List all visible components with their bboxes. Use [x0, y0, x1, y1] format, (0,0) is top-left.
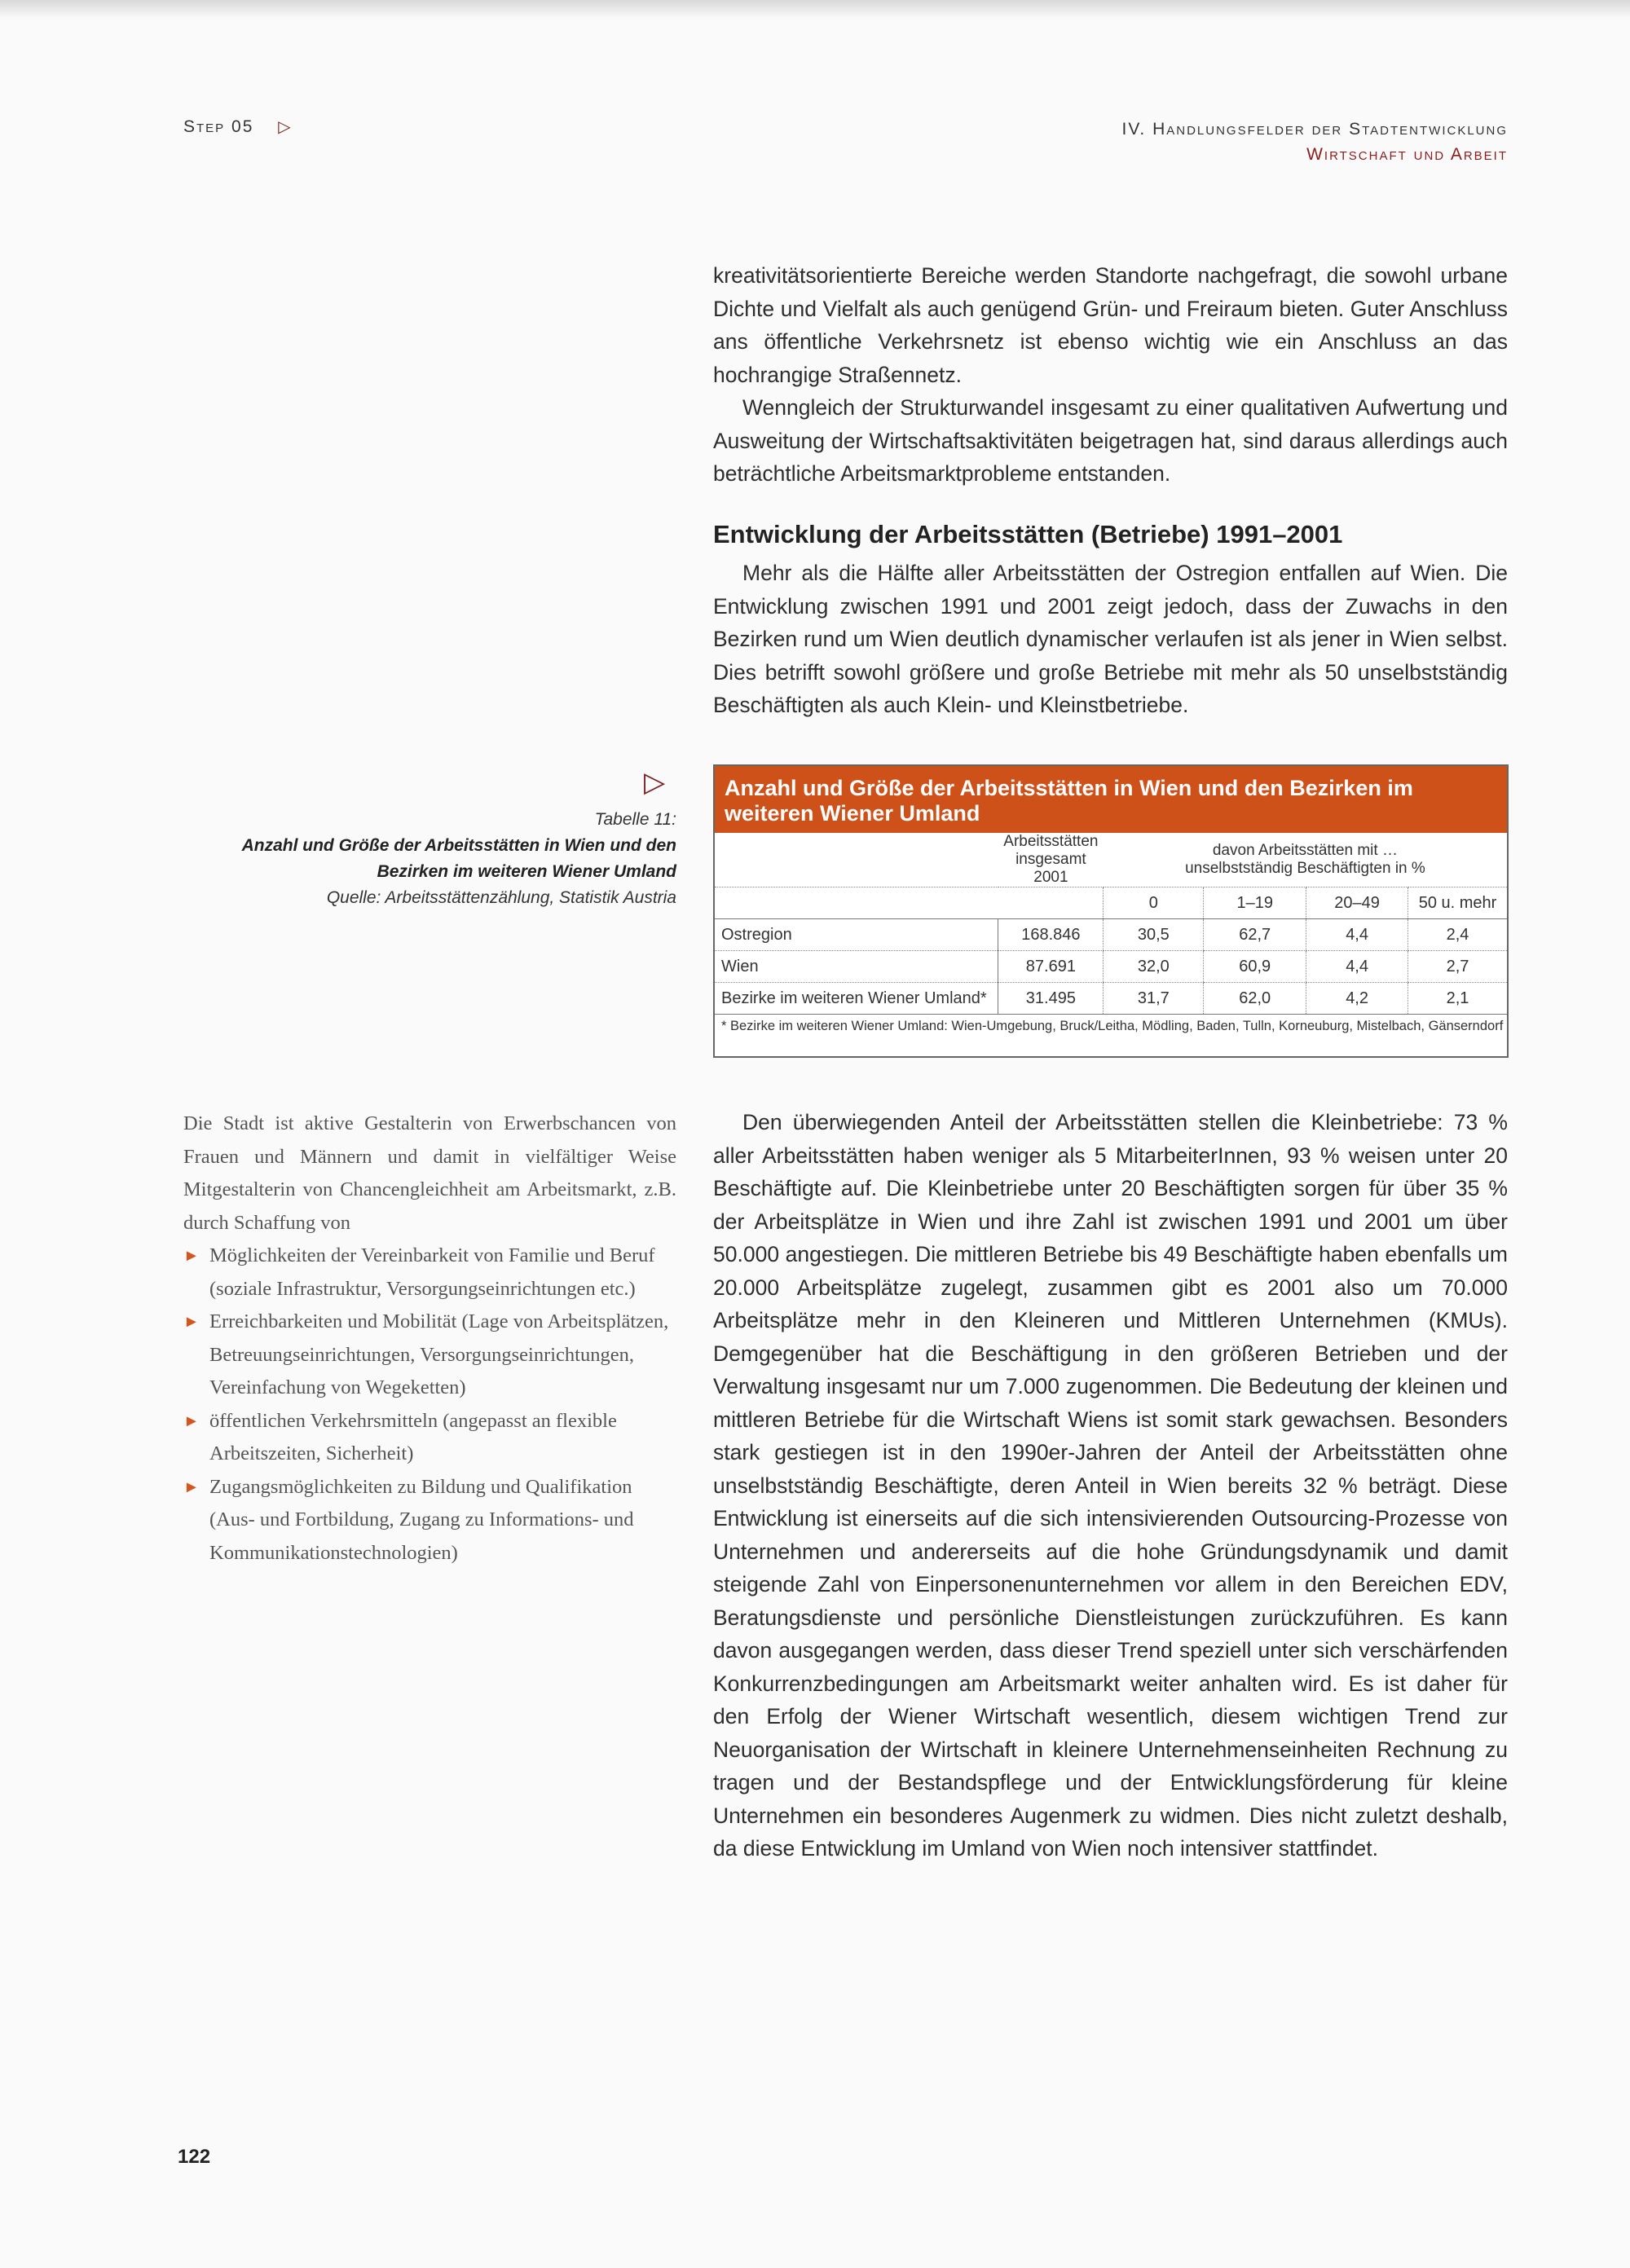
section-heading: Entwicklung der Arbeitsstätten (Betriebe) 1991–2001 — [713, 520, 1343, 548]
running-header-step — [183, 117, 293, 137]
cell-value: 4,2 — [1306, 983, 1408, 1015]
list-item — [183, 1471, 676, 1570]
triangle-right-icon: ▷ — [278, 118, 293, 136]
step-label: Step 05 — [183, 117, 254, 136]
cell-total: 87.691 — [998, 951, 1104, 983]
arrow-right-icon: ► — [183, 1478, 200, 1496]
cell-value: 31,7 — [1104, 983, 1204, 1015]
table-title: Anzahl und Größe der Arbeitsstätten in Wien und den Bezirken im weiteren Wiener Umland — [715, 766, 1507, 833]
arrow-right-icon: ► — [183, 1247, 200, 1265]
cell-value: 32,0 — [1104, 951, 1204, 983]
table-caption — [183, 807, 676, 911]
table-row — [715, 983, 1507, 1015]
intro-text — [713, 259, 1508, 491]
subsection-title: Wirtschaft und Arbeit — [1306, 145, 1508, 164]
table-footnote: * Bezirke im weiteren Wiener Umland: Wien-Umgebung, Bruck/Leitha, Mödling, Baden, Tulln, Korneuburg, Mistelbach, Gänserndorf — [721, 1019, 1504, 1033]
triangle-right-icon: ▷ — [644, 767, 666, 798]
subheader-20-49: 20–49 — [1306, 887, 1408, 919]
table-header-row — [715, 833, 1507, 887]
arrow-right-icon: ► — [183, 1313, 200, 1331]
intro-paragraph-2: Wenngleich der Strukturwandel insgesamt zu einer qualitativen Aufwertung und Ausweitung der Wirtschaftsaktivitäten beigetragen hat, sind daraus allerdings auch beträchtliche Arbeitsmarktprobleme entstanden. — [713, 395, 1508, 486]
main-text — [713, 1106, 1508, 1865]
row-label: Wien — [715, 951, 998, 983]
table-row — [715, 919, 1507, 951]
cell-value: 30,5 — [1104, 919, 1204, 951]
section-title: IV. Handlungsfelder der Stadtentwicklung — [1121, 120, 1508, 139]
list-item-text: Zugangsmöglichkeiten zu Bildung und Qualifikation (Aus- und Fortbildung, Zugang zu Informations- und Kommunikationstechnologien) — [209, 1475, 634, 1564]
list-item — [183, 1306, 676, 1405]
running-header-section — [1121, 117, 1508, 167]
caption-label: Tabelle 11: — [594, 810, 676, 829]
subheader-50-plus: 50 u. mehr — [1408, 887, 1507, 919]
cell-value: 62,7 — [1204, 919, 1306, 951]
header-group: davon Arbeitsstätten mit … unselbstständig Beschäftigten in % — [1104, 833, 1507, 887]
entwicklung-paragraph: Mehr als die Hälfte aller Arbeitsstätten der Ostregion entfallen auf Wien. Die Entwicklung zwischen 1991 und 2001 zeigt jedoch, dass der Zuwachs in den Bezirken rund um Wien deutlich dynamischer verlaufen ist als jener in Wien selbst. Dies betrifft sowohl größere und große Betriebe mit mehr als 50 unselbstständig Beschäftigten als auch Klein- und Kleinstbetriebe. — [713, 561, 1508, 717]
cell-value: 2,1 — [1408, 983, 1507, 1015]
cell-total: 168.846 — [998, 919, 1104, 951]
bullet-list — [183, 1240, 676, 1570]
row-label: Ostregion — [715, 919, 998, 951]
caption-source: Quelle: Arbeitsstättenzählung, Statistik Austria — [326, 888, 676, 907]
data-table — [713, 764, 1509, 1058]
list-item-text: Möglichkeiten der Vereinbarkeit von Familie und Beruf (soziale Infrastruktur, Versorgungseinrichtungen etc.) — [209, 1244, 655, 1300]
cell-value: 62,0 — [1204, 983, 1306, 1015]
table-row — [715, 951, 1507, 983]
cell-value: 4,4 — [1306, 919, 1408, 951]
caption-title: Anzahl und Größe der Arbeitsstätten in Wien und den Bezirken im weiteren Wiener Umland — [241, 836, 676, 881]
subheader-0: 0 — [1104, 887, 1204, 919]
cell-total: 31.495 — [998, 983, 1104, 1015]
table-grid — [715, 833, 1507, 1015]
intro-paragraph-1: kreativitätsorientierte Bereiche werden Standorte nachgefragt, die sowohl urbane Dichte und Vielfalt als auch genügend Grün- und Freiraum bieten. Guter Anschluss ans öffentliche Verkehrsnetz ist ebenso wichtig wie ein Anschluss an das hochrangige Straßennetz. — [713, 263, 1508, 387]
sidebar-intro: Die Stadt ist aktive Gestalterin von Erwerbschancen von Frauen und Männern und damit in vielfältiger Weise Mitgestalterin von Chancengleichheit am Arbeitsmarkt, z.B. durch Schaffung von — [183, 1112, 676, 1234]
cell-value: 2,7 — [1408, 951, 1507, 983]
arrow-right-icon: ► — [183, 1411, 200, 1430]
cell-value: 4,4 — [1306, 951, 1408, 983]
list-item — [183, 1240, 676, 1306]
subheader-1-19: 1–19 — [1204, 887, 1306, 919]
cell-value: 60,9 — [1204, 951, 1306, 983]
list-item-text: Erreichbarkeiten und Mobilität (Lage von Arbeitsplätzen, Betreuungseinrichtungen, Versorgungseinrichtungen, Vereinfachung von Wegeketten) — [209, 1310, 669, 1398]
scan-edge — [0, 0, 1630, 18]
sidebar-text — [183, 1108, 676, 1570]
list-item-text: öffentlichen Verkehrsmitteln (angepasst an flexible Arbeitszeiten, Sicherheit) — [209, 1409, 617, 1464]
list-item — [183, 1405, 676, 1471]
cell-value: 2,4 — [1408, 919, 1507, 951]
row-label: Bezirke im weiteren Wiener Umland* — [715, 983, 998, 1015]
page-number: 122 — [178, 2146, 211, 2168]
main-paragraph: Den überwiegenden Anteil der Arbeitsstätten stellen die Kleinbetriebe: 73 % aller Arbeitsstätten haben weniger als 5 MitarbeiterInnen, 93 % weisen unter 20 Beschäftigte auf. Die Kleinbetriebe unter 20 Beschäftigten sorgen für über 35 % der Arbeitsplätze in Wien und ihre Zahl ist zwischen 1991 und 2001 um über 50.000 angestiegen. Die mittleren Betriebe bis 49 Beschäftigte haben ebenfalls um 20.000 Arbeitsplätze zugelegt, zusammen gibt es 2001 also um 70.000 Arbeitsplätze mehr in den Kleineren und Mittleren Unternehmen (KMUs). Demgegenüber hat die Beschäftigung in den größeren Betrieben und der Verwaltung insgesamt nur um 7.000 zugenommen. Die Bedeutung der kleinen und mittleren Betriebe für die Wirtschaft Wiens ist somit stark gewachsen. Besonders stark gestiegen ist in den 1990er-Jahren der Anteil der Arbeitsstätten ohne unselbstständig Beschäftigte, deren Anteil in Wien bereits 32 % beträgt. Diese Entwicklung ist einerseits auf die sich intensivierenden Outsourcing-Prozesse von Unternehmen und andererseits auf die hohe Gründungsdynamik und damit steigende Zahl von Einpersonenunternehmen vor allem in den Bereichen EDV, Beratungsdienste und persönliche Dienstleistungen zurückzuführen. Es kann davon ausgegangen werden, dass dieser Trend speziell unter sich verschärfenden Konkurrenzbedingungen am Arbeitsmarkt weiter anhalten wird. Es ist daher für den Erfolg der Wiener Wirtschaft wesentlich, diesem wichtigen Trend zur Neuorganisation der Wirtschaft in kleinere Unternehmenseinheiten Rechnung zu tragen und der Bestandspflege und der Entwicklungsförderung für kleine Unternehmen ein besonderes Augenmerk zu widmen. Dies nicht zuletzt deshalb, da diese Entwicklung im Umland von Wien noch intensiver stattfindet. — [713, 1110, 1508, 1861]
entwicklung-text — [713, 557, 1508, 722]
table-subheader-row — [715, 887, 1507, 919]
header-total: Arbeitsstätten insgesamt 2001 — [998, 833, 1104, 887]
